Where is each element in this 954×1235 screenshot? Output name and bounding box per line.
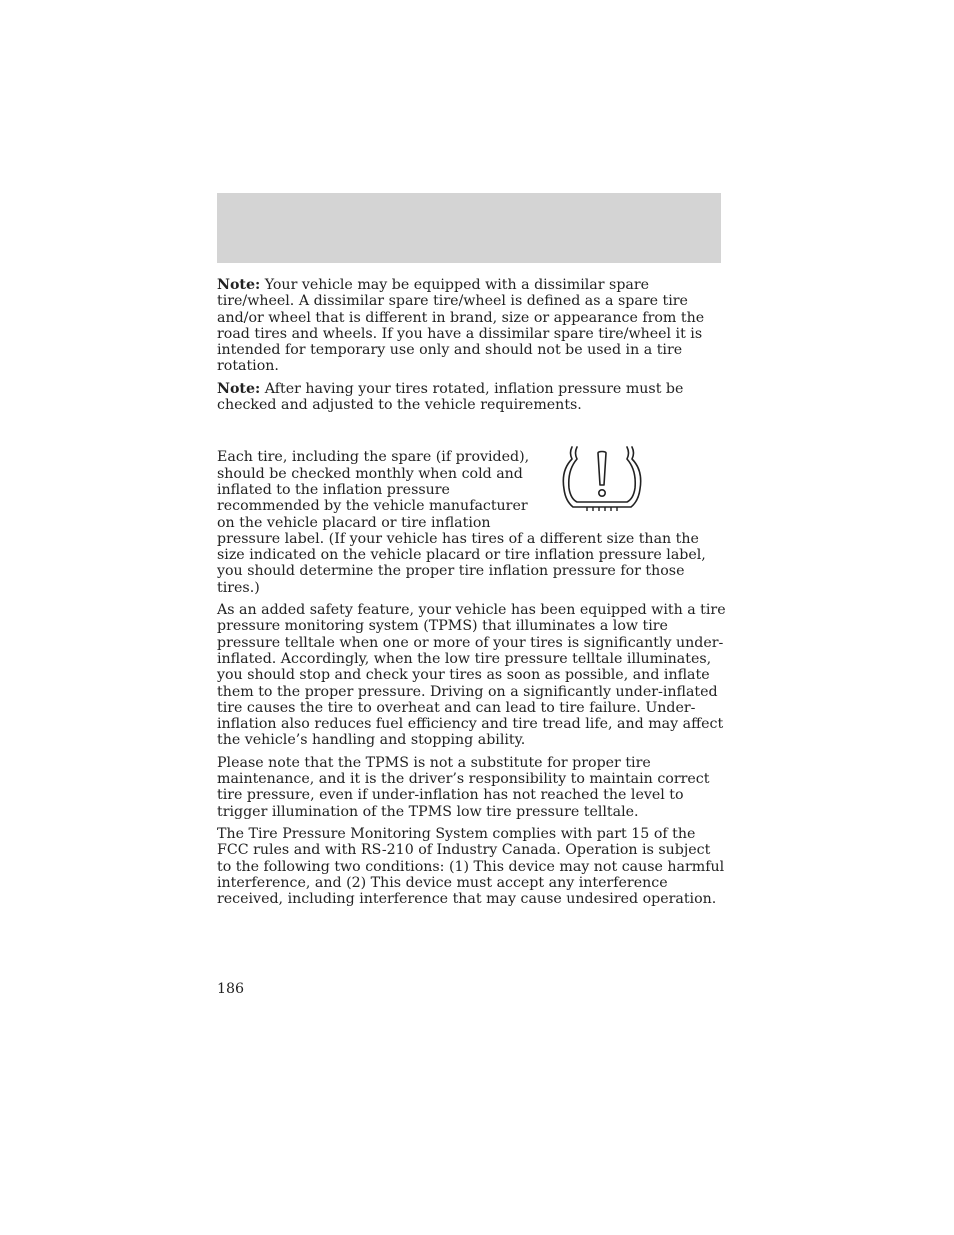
note-label: Note:	[217, 277, 261, 293]
section-header-band	[217, 193, 721, 263]
tpms-paragraph-fcc-compliance: The Tire Pressure Monitoring System complies with part 15 of the FCC rules and with RS-210 of Industry Canada. Operation is subject to the following two conditions: (1) This device may not cause harmful interference, and (2) This device must accept any interference received, including interference that may cause undesired operation.	[217, 825, 725, 908]
tpms-paragraph-check-monthly: Each tire, including the spare (if provided), should be checked monthly when cold and inflated to the inflation pressure recommended by the vehicle manufacturer on the vehicle placard or tire inflation pressure label. (If your vehicle has tires of a different size than the size indicated on the vehicle placard or tire inflation pressure label, you should determine the proper tire inflation pressure for those tires.)	[217, 449, 706, 596]
page-content	[217, 277, 727, 913]
note-label: Note:	[217, 380, 261, 397]
tpms-section	[217, 449, 727, 907]
tire-pressure-warning-icon	[560, 445, 644, 517]
tpms-paragraph-safety-feature: As an added safety feature, your vehicle has been equipped with a tire pressure monitoring system (TPMS) that illuminates a low tire pressure telltale when one or more of your tires is significantly under-inflated. Accordingly, when the low tire pressure telltale illuminates, you should stop and check your tires as soon as possible, and inflate them to the proper pressure. Driving on a significantly under-inflated tire causes the tire to overheat and can lead to tire failure. Under-inflation also reduces fuel efficiency and tire tread life, and may affect the vehicle’s handling and stopping ability.	[217, 602, 726, 749]
note-text: Your vehicle may be equipped with a dissimilar spare tire/wheel. A dissimilar spare tire/wheel is defined as a spare tire and/or wheel that is different in brand, size or appearance from the road tires and wheels. If you have a dissimilar spare tire/wheel it is intended for temporary use only and should not be used in a tire rotation.	[217, 277, 705, 375]
note-rotation-pressure	[217, 381, 727, 414]
tpms-paragraph-not-substitute: Please note that the TPMS is not a substitute for proper tire maintenance, and it is the driver’s responsibility to maintain correct tire pressure, even if under-inflation has not reached the level to trigger illumination of the TPMS low tire pressure telltale.	[217, 754, 710, 820]
note-dissimilar-spare	[217, 277, 727, 375]
note-text: After having your tires rotated, inflation pressure must be checked and adjusted to the vehicle requirements.	[217, 380, 684, 414]
page-number: 186	[217, 981, 245, 997]
